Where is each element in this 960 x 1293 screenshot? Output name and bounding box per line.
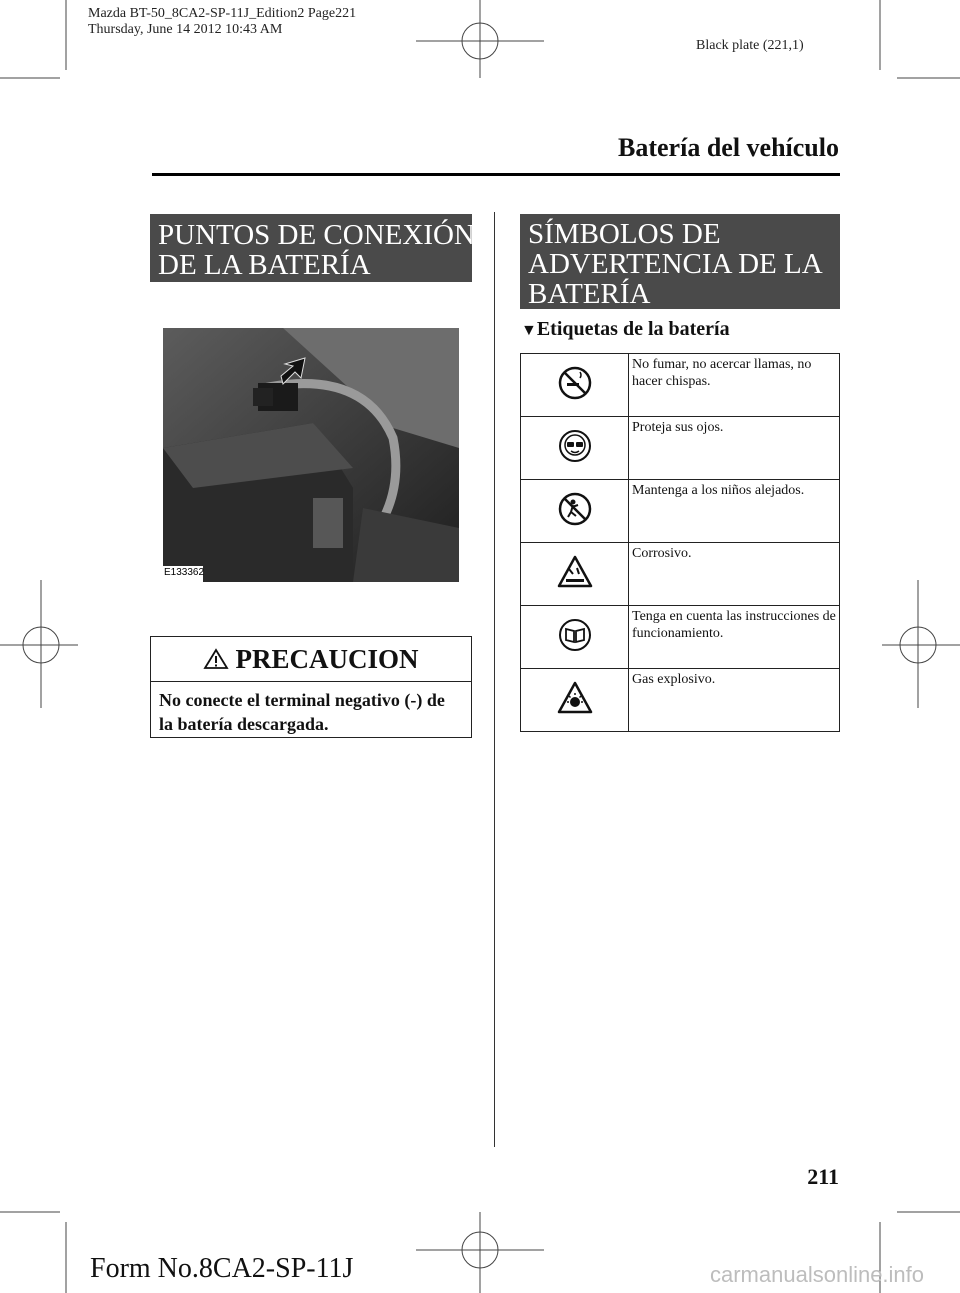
symbol-description: Corrosivo. xyxy=(629,543,840,606)
caution-text: No conecte el terminal negativo (-) de la batería descargada. xyxy=(159,690,445,734)
table-row xyxy=(521,417,840,480)
form-number: Form No.8CA2-SP-11J xyxy=(90,1253,354,1284)
triangle-bullet-icon: ▼ xyxy=(521,322,537,339)
table-row xyxy=(521,354,840,417)
instructions-book-icon xyxy=(558,618,592,652)
print-job-line-1: Mazda BT-50_8CA2-SP-11J_Edition2 Page221 xyxy=(88,6,357,21)
table-row xyxy=(521,543,840,606)
caution-header xyxy=(151,637,471,681)
column-divider xyxy=(494,212,495,1147)
symbol-cell xyxy=(521,606,629,669)
subheading-text: Etiquetas de la batería xyxy=(536,318,730,340)
battery-symbols-table xyxy=(520,353,840,732)
explosive-gas-icon xyxy=(557,681,593,715)
symbol-cell xyxy=(521,354,629,417)
print-job-line-2: Thursday, June 14 2012 10:43 AM xyxy=(88,22,283,37)
symbol-cell xyxy=(521,669,629,732)
section-title-line: SÍMBOLOS DE xyxy=(528,218,721,250)
section-title-line: DE LA BATERÍA xyxy=(158,249,371,281)
section-title-line: BATERÍA xyxy=(528,278,651,310)
battery-connection-photo xyxy=(163,328,459,582)
symbol-cell xyxy=(521,417,629,480)
corrosive-icon xyxy=(557,555,593,589)
symbol-description: Mantenga a los niños alejados. xyxy=(629,480,840,543)
symbol-description: Gas explosivo. xyxy=(629,669,840,732)
header-rule xyxy=(152,173,840,176)
subheading-battery-labels xyxy=(521,318,730,341)
symbol-description: No fumar, no acercar llamas, no hacer chispas. xyxy=(629,354,840,417)
no-smoking-icon xyxy=(558,366,592,400)
page-number: 211 xyxy=(807,1164,839,1189)
caution-title: PRECAUCION xyxy=(235,643,419,674)
symbol-cell xyxy=(521,480,629,543)
caution-box xyxy=(150,636,472,738)
section-title-line: PUNTOS DE CONEXIÓN xyxy=(158,219,475,251)
watermark: carmanualsonline.info xyxy=(710,1262,925,1287)
running-header: Batería del vehículo xyxy=(618,133,839,162)
symbol-description: Proteja sus ojos. xyxy=(629,417,840,480)
eye-protection-icon xyxy=(558,429,592,463)
symbol-description: Tenga en cuenta las instrucciones de funcionamiento. xyxy=(629,606,840,669)
section-title-line: ADVERTENCIA DE LA xyxy=(528,248,823,280)
warning-triangle-icon xyxy=(203,648,229,670)
battery-illustration xyxy=(163,328,459,582)
keep-children-away-icon xyxy=(558,492,592,526)
section-title-connection-points xyxy=(150,214,475,282)
table-row xyxy=(521,480,840,543)
figure-code: E133362 xyxy=(164,567,205,578)
plate-label: Black plate (221,1) xyxy=(696,38,804,53)
section-title-warning-symbols xyxy=(520,214,840,309)
table-row xyxy=(521,669,840,732)
table-row xyxy=(521,606,840,669)
symbol-cell xyxy=(521,543,629,606)
